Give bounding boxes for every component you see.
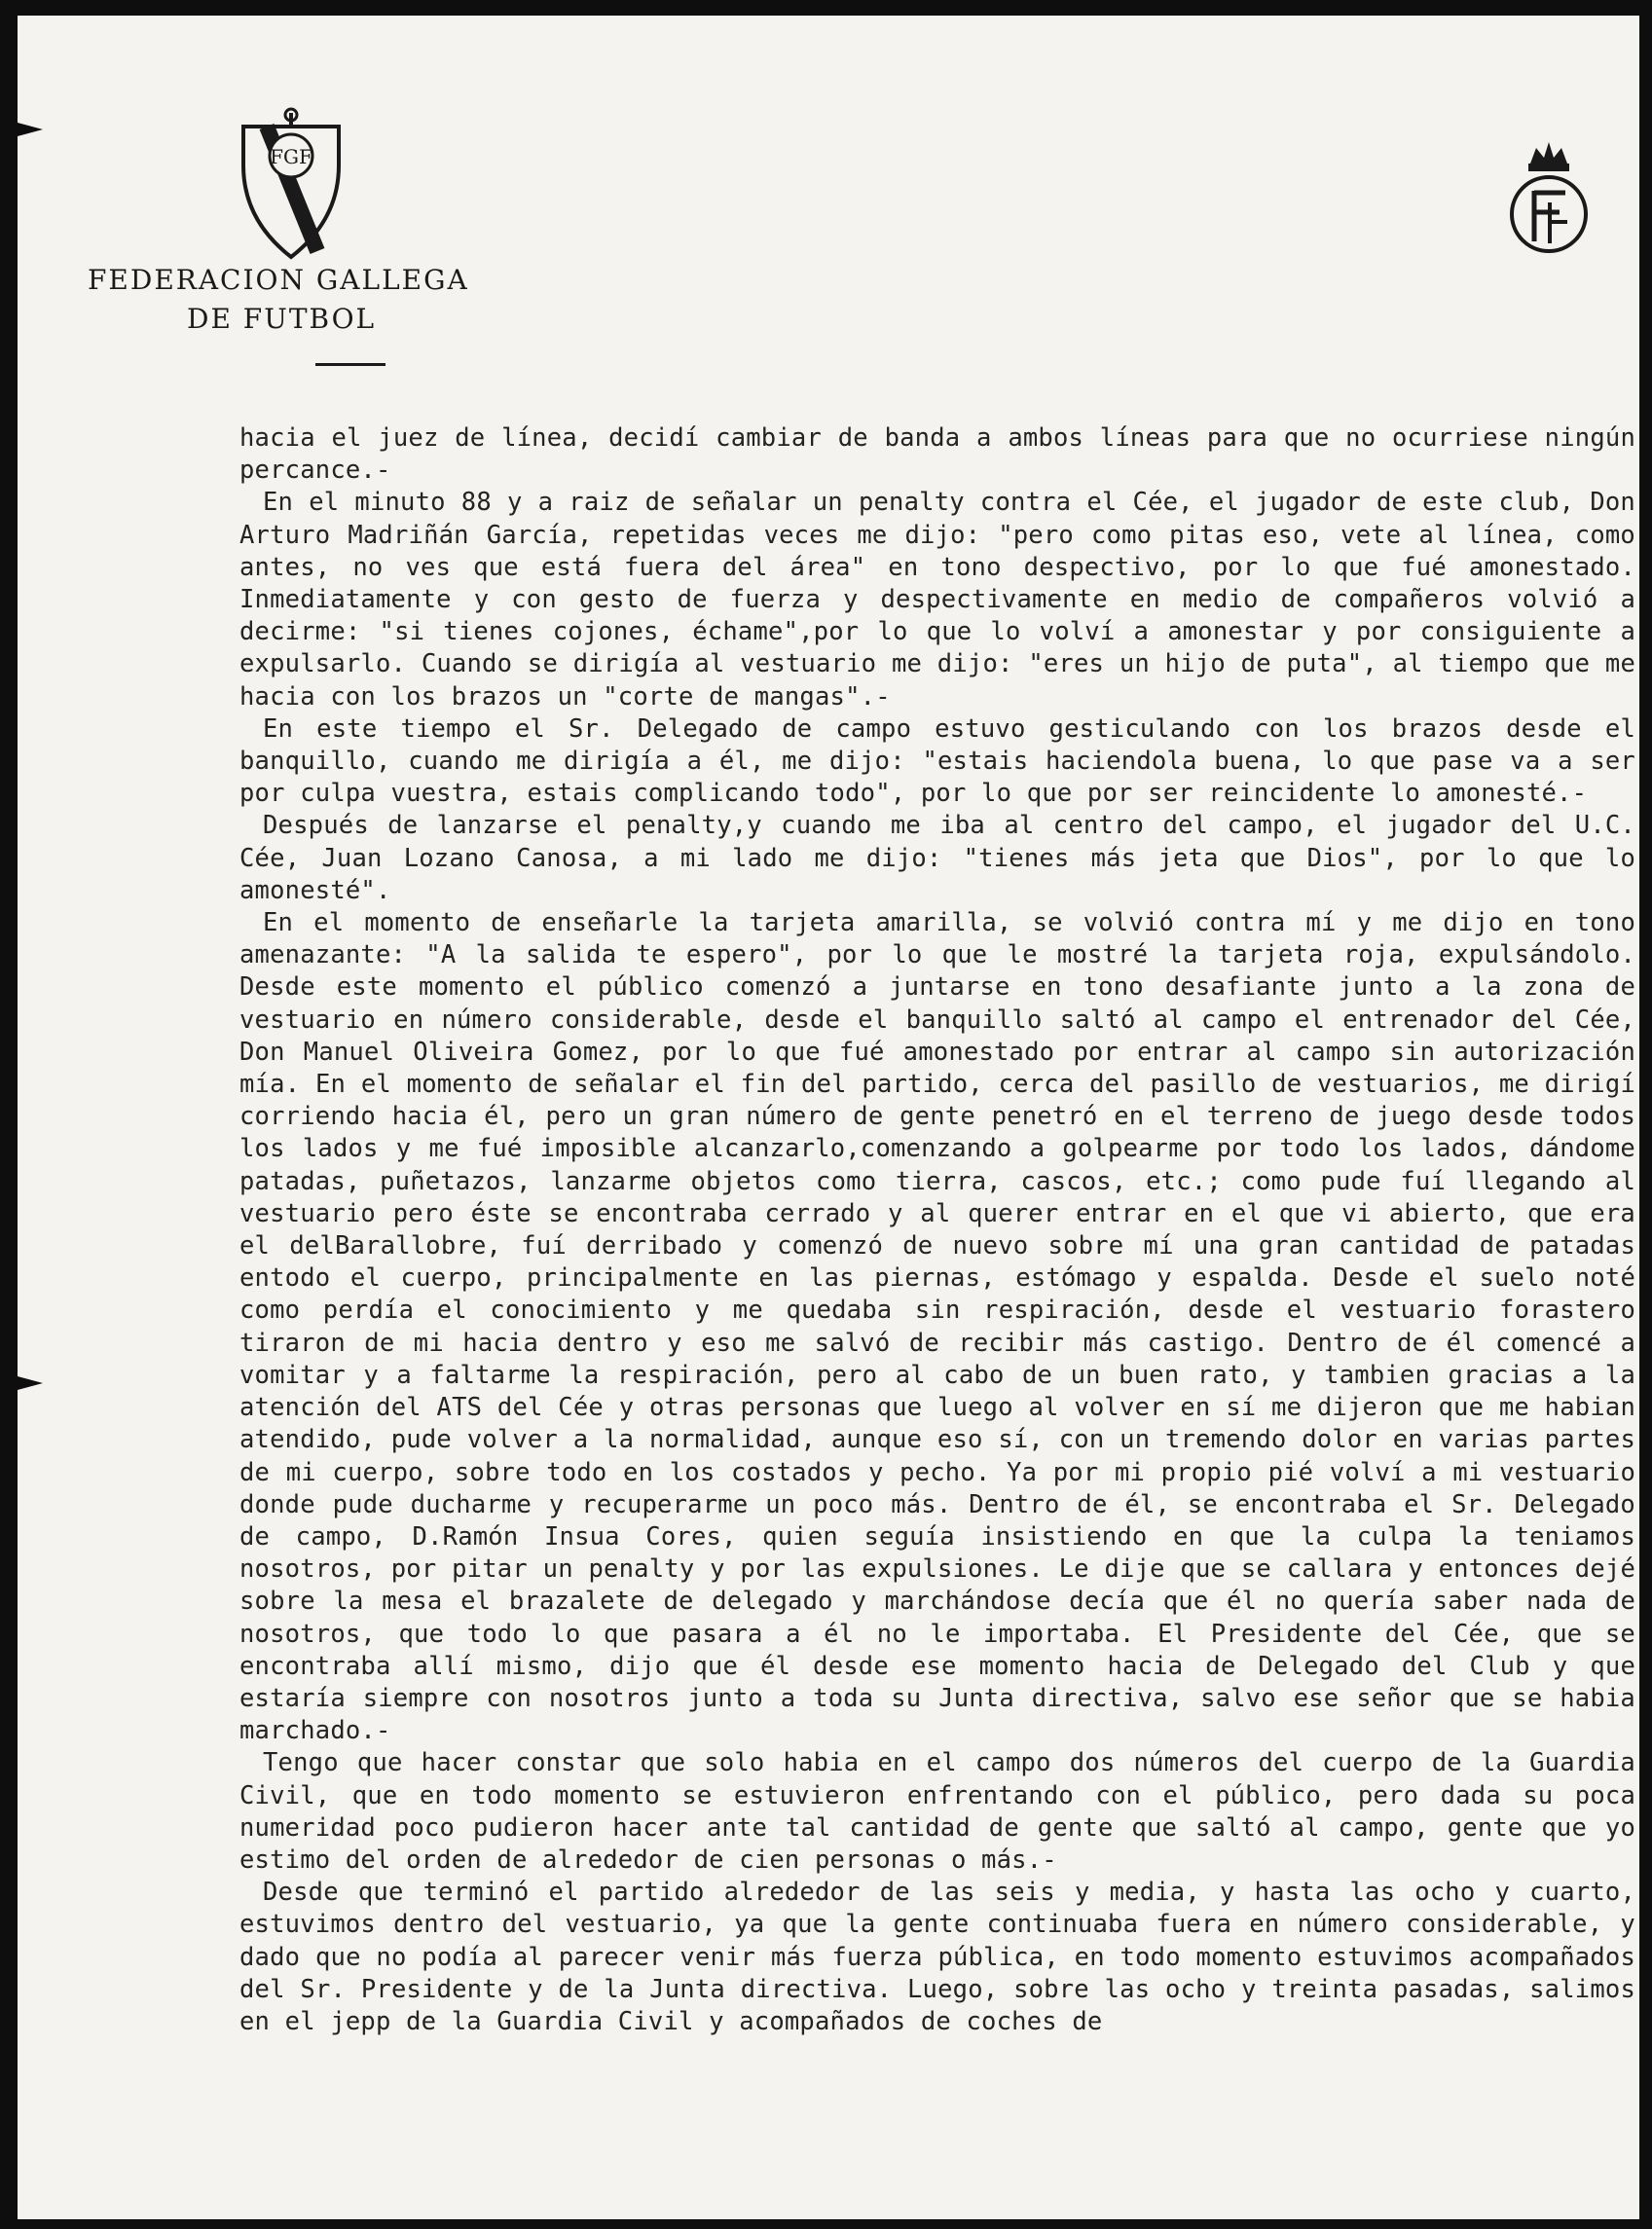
paragraph-1: hacia el juez de línea, decidí cambiar de banda a ambos líneas para que no ocurriese ningún percance.- bbox=[239, 423, 1635, 486]
letterhead-underline bbox=[315, 363, 385, 366]
letterhead-line-2: DE FUTBOL bbox=[187, 303, 377, 335]
paragraph-5: En el momento de enseñarle la tarjeta amarilla, se volvió contra mí y me dijo en tono amenazante: "A la salida te espero", por lo que le mostré la tarjeta roja, expulsándolo. Desde este momento el público comenzó a juntarse en tono desafiante junto a la zona de vestuario en número considerable, desde el banquillo saltó al campo el entrenador del Cée, Don Manuel Oliveira Gomez, por lo que fué amonestado por entrar al campo sin autorización mía. En el momento de señalar el fin del partido, cerca del pasillo de vestuarios, me dirigí corriendo hacia él, pero un gran número de gente penetró en el terreno de juego desde todos los lados y me fué imposible alcanzarlo,comenzando a golpearme por todo los lados, dándome patadas, puñetazos, lanzarme objetos como tierra, cascos, etc.; como pude fuí llegando al vestuario pero éste se encontraba cerrado y al querer entrar en el que vi abierto, que era el delBarallobre, fuí derribado y comenzó de nuevo sobre mí una gran cantidad de patadas entodo el cuerpo, principalmente en las piernas, estómago y espalda. Desde el suelo noté como perdía el conocimiento y me quedaba sin respiración, desde el vestuario forastero tiraron de mi hacia dentro y eso me salvó de recibir más castigo. Dentro de él comencé a vomitar y a faltarme la respiración, pero al cabo de un buen rato, y tambien gracias a la atención del ATS del Cée y otras personas que luego al volver en sí me dijeron que me habian atendido, pude volver a la normalidad, aunque eso sí, con un tremendo dolor en varias partes de mi cuerpo, sobre todo en los costados y pecho. Ya por mi propio pié volví a mi vestuario donde pude ducharme y recuperarme un poco más. Dentro de él, se encontraba el Sr. Delegado de campo, D.Ramón Insua Cores, quien seguía insistiendo en que la culpa la teniamos nosotros, por pitar un penalty y por las expulsiones. Le dije que se callara y entonces dejé sobre la mesa el brazalete de delegado y marchándose decía que él no quería saber nada de nosotros, que todo lo que pasara a él no le importaba. El Presidente del Cée, que se encontraba allí mismo, dijo que él desde ese momento hacia de Delegado del Club y que estaría siempre con nosotros junto a toda su Junta directiva, salvo ese señor que se habia marchado.- bbox=[239, 908, 1635, 1746]
paragraph-6: Tengo que hacer constar que solo habia en el campo dos números del cuerpo de la Guardia Civil, que en todo momento se estuvieron enfrentando con el público, pero dada su poca numeridad poco pudieron hacer ante tal cantidad de gente que saltó al campo, gente que yo estimo del orden de alrededor de cien personas o más.- bbox=[239, 1748, 1635, 1875]
svg-text:FGF: FGF bbox=[270, 145, 312, 168]
letterhead-line-1: FEDERACION GALLEGA bbox=[88, 264, 469, 296]
paragraph-4: Después de lanzarse el penalty,y cuando me iba al centro del campo, el jugador del U.C. Cée, Juan Lozano Canosa, a mi lado me dijo: "tienes más jeta que Dios", por lo que lo amonesté". bbox=[239, 811, 1635, 905]
punch-mark-top bbox=[18, 123, 43, 136]
paragraph-3: En este tiempo el Sr. Delegado de campo estuvo gesticulando con los brazos desde el banquillo, cuando me dirigía a él, me dijo: "estais haciendola buena, lo que pase va a ser por culpa vuestra, estais complicando todo", por lo que por ser reincidente lo amonesté.- bbox=[239, 713, 1635, 809]
document-page bbox=[18, 16, 1639, 2219]
paragraph-7: Desde que terminó el partido alrededor de las seis y media, y hasta las ocho y cuarto, estuvimos dentro del vestuario, ya que la gente continuaba fuera en número considerable, y dado que no podía al parecer venir más fuerza pública, en todo momento estuvimos acompañados del Sr. Presidente y de la Junta directiva. Luego, sobre las ocho y treinta pasadas, salimos en el jepp de la Guardia Civil y acompañados de coches de bbox=[239, 1878, 1635, 2036]
typewritten-body bbox=[239, 422, 1635, 2038]
crowned-crest-logo-icon bbox=[1495, 134, 1602, 261]
shield-logo-icon bbox=[238, 105, 345, 261]
punch-mark-bottom bbox=[18, 1376, 43, 1390]
paragraph-2: En el minuto 88 y a raiz de señalar un penalty contra el Cée, el jugador de este club, Don Arturo Madriñán García, repetidas veces me dijo: "pero como pitas eso, vete al línea, como antes, no ves que está fuera del área" en tono despectivo, por lo que fué amonestado. Inmediatamente y con gesto de fuerza y despectivamente en medio de compañeros volvió a decirme: "si tienes cojones, échame",por lo que lo volví a amonestar y por consiguiente a expulsarlo. Cuando se dirigía al vestuario me dijo: "eres un hijo de puta", al tiempo que me hacia con los brazos un "corte de mangas".- bbox=[239, 488, 1635, 712]
